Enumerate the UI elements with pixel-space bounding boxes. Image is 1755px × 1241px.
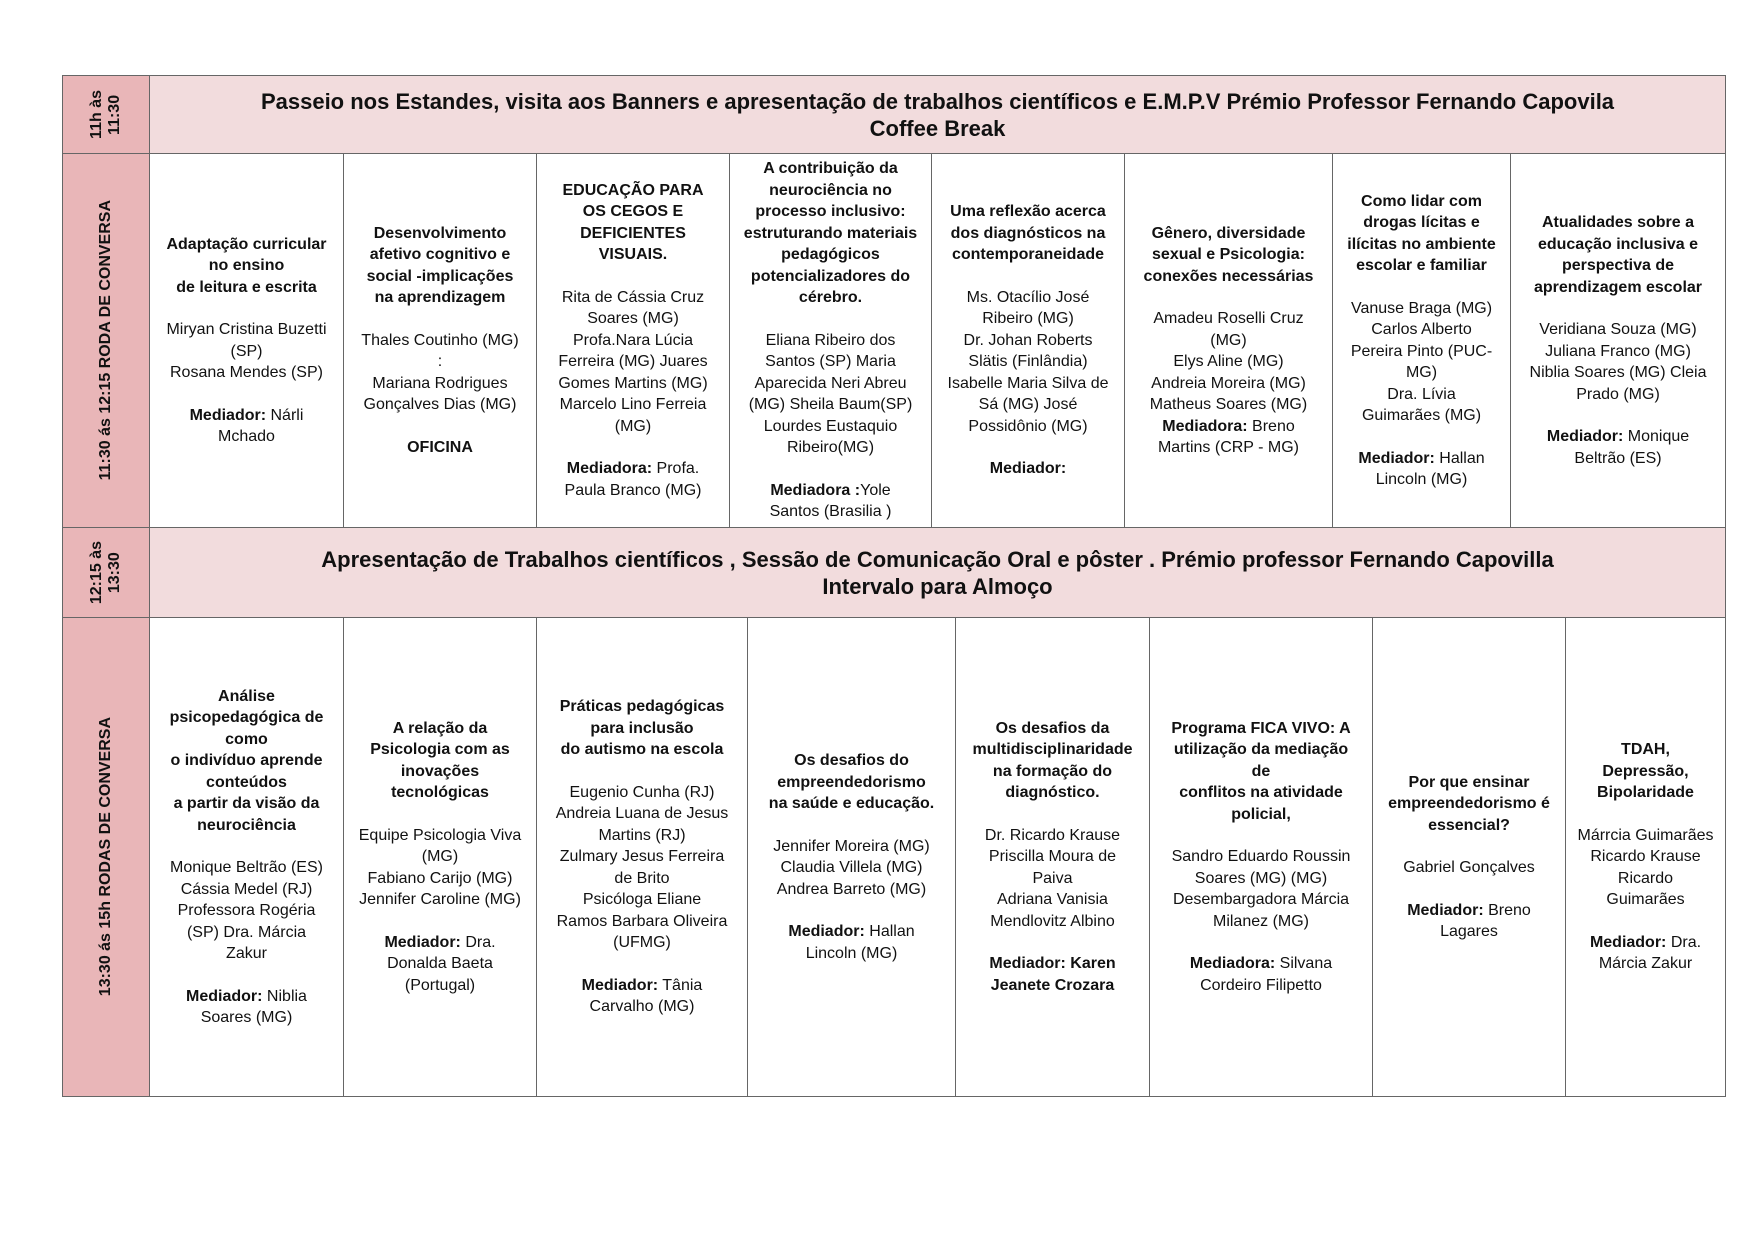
session-title: A contribuição da neurociência no processo inclusivo: estruturando materiais pedagógicos potencializadores do cérebro. (743, 160, 918, 307)
session-mediator: Mediador: Nárli Mchado (189, 406, 304, 445)
band-banner (150, 76, 1725, 153)
session-title: Adaptação curricular no ensino de leitura e escrita (166, 235, 327, 296)
session-cell (1510, 154, 1725, 527)
session-speakers: Sandro Eduardo Roussin Soares (MG) (MG) Desembargadora Márcia Milanez (MG) (1171, 848, 1351, 930)
session-title: Como lidar com drogas lícitas e ilícitas no ambiente escolar e familiar (1347, 192, 1496, 274)
session-mediator: Mediador: Hallan Lincoln (MG) (788, 923, 915, 962)
session-mediator: Mediador: Dra. Donalda Baeta (Portugal) (384, 933, 496, 994)
session-cell (1372, 618, 1565, 1096)
time-label: 11h às 11:30 (88, 90, 123, 139)
session-mediator: Mediadora :Yole Santos (Brasilia ) (769, 481, 892, 521)
session-title: Uma reflexão acerca dos diagnósticos na contemporaneidade (950, 203, 1106, 264)
session-mediator: Mediador: (989, 460, 1067, 478)
session-speakers: Eugenio Cunha (RJ) Andreia Luana de Jesus Martins (RJ) Zulmary Jesus Ferreira de Brito Psicóloga Eliane Ramos Barbara Oliveira (UFMG) (555, 783, 729, 952)
session-speakers: Monique Beltrão (ES) Cássia Medel (RJ) Professora Rogéria (SP) Dra. Márcia Zakur (170, 859, 323, 962)
session-cell (1149, 618, 1372, 1096)
session-speakers: Veridiana Souza (MG) Juliana Franco (MG) Niblia Soares (MG) Cleia Prado (MG) (1529, 321, 1707, 403)
session-speakers: Eliana Ribeiro dos Santos (SP) Maria Aparecida Neri Abreu (MG) Sheila Baum(SP) Lourdes Eustaquio Ribeiro(MG) (748, 331, 913, 457)
session-title: Os desafios da multidisciplinaridade na formação do diagnóstico. (972, 719, 1133, 802)
time-label: 11:30 ás 12:15 RODA DE CONVERSA (97, 200, 114, 481)
session-mediator: Mediador: Tânia Carvalho (MG) (581, 976, 703, 1016)
time-label: 12:15 às 13:30 (88, 540, 123, 605)
schedule-row-roda-1 (62, 154, 1726, 528)
band-title: Apresentação de Trabalhos científicos , Sessão de Comunicação Oral e pôster . Prémio professor Fernando Capovilla (321, 546, 1554, 572)
session-mediator: Mediadora: Breno Martins (CRP - MG) (1157, 417, 1300, 456)
session-title: Atualidades sobre a educação inclusiva e perspectiva de aprendizagem escolar (1533, 214, 1703, 296)
session-cell (729, 154, 931, 527)
band-subtitle: Intervalo para Almoço (822, 573, 1053, 599)
session-cell (1565, 618, 1725, 1096)
time-slot (63, 154, 150, 527)
session-cell (536, 154, 729, 527)
session-speakers: Vanuse Braga (MG) Carlos Alberto Pereira Pinto (PUC- MG) Dra. Lívia Guimarães (MG) (1350, 299, 1493, 424)
session-cell (150, 618, 343, 1096)
session-speakers: Jennifer Moreira (MG) Claudia Villela (MG) Andrea Barreto (MG) (773, 837, 930, 898)
session-title: TDAH, Depressão, Bipolaridade (1597, 741, 1694, 802)
session-mediator: Mediador: Monique Beltrão (ES) (1546, 428, 1690, 467)
session-title: Por que ensinar empreendedorismo é essencial? (1388, 773, 1550, 834)
session-mediator: Mediador: Karen Jeanete Crozara (989, 955, 1116, 994)
session-cell (1124, 154, 1332, 527)
session-title: Programa FICA VIVO: A utilização da mediação de conflitos na atividade policial, (1171, 719, 1351, 823)
session-speakers: Amadeu Roselli Cruz (MG) Elys Aline (MG) Andreia Moreira (MG) Matheus Soares (MG) (1149, 310, 1308, 413)
session-cell (747, 618, 955, 1096)
session-mediator: Mediador: Hallan Lincoln (MG) (1358, 449, 1485, 488)
session-speakers: Ms. Otacílio José Ribeiro (MG) Dr. Johan Roberts Slätis (Finlândia) Isabelle Maria Silva de Sá (MG) José Possidônio (MG) (947, 288, 1109, 435)
session-mediator: Mediadora: Silvana Cordeiro Filipetto (1189, 955, 1333, 994)
session-speakers: Rita de Cássia Cruz Soares (MG) Profa.Nara Lúcia Ferreira (MG) Juares Gomes Martins (MG) Marcelo Lino Ferreia (MG) (558, 288, 708, 435)
session-mediator: Mediador: Dra. Márcia Zakur (1589, 933, 1702, 973)
session-cell (536, 618, 747, 1096)
time-label: 13:30 ás 15h RODAS DE CONVERSA (97, 717, 114, 997)
band-title: Passeio nos Estandes, visita aos Banners e apresentação de trabalhos científicos e E.M.P.V Prémio Professor Fernando Capovila (260, 88, 1615, 114)
session-mediator: Mediador: Breno Lagares (1407, 901, 1531, 940)
session-cell (1332, 154, 1510, 527)
session-title: Desenvolvimento afetivo cognitivo e social -implicações na aprendizagem (366, 224, 514, 307)
session-cell (343, 154, 536, 527)
session-title: A relação da Psicologia com as inovações tecnológicas (370, 719, 510, 802)
band-subtitle: Coffee Break (869, 115, 1006, 141)
session-cell (150, 154, 343, 527)
session-speakers: Márrcia Guimarães Ricardo Krause Ricardo Guimarães (1577, 826, 1714, 909)
time-slot (63, 528, 150, 617)
session-speakers: Thales Coutinho (MG) : Mariana Rodrigues Gonçalves Dias (MG) (361, 331, 519, 414)
session-title: Análise psicopedagógica de como o indivíduo aprende conteúdos a partir da visão da neurociência (169, 687, 324, 834)
session-grid (150, 154, 1725, 527)
session-speakers: Miryan Cristina Buzetti (SP) Rosana Mendes (SP) (166, 321, 327, 381)
session-title: Práticas pedagógicas para inclusão do autismo na escola (559, 698, 725, 759)
schedule-table (62, 75, 1726, 1097)
session-mediator: Mediadora: Profa. Paula Branco (MG) (564, 460, 702, 499)
session-mediator: Mediador: Niblia Soares (MG) (186, 987, 307, 1026)
session-cell (931, 154, 1124, 527)
session-speakers: Equipe Psicologia Viva (MG) Fabiano Carijo (MG) Jennifer Caroline (MG) (358, 826, 522, 909)
schedule-row-lunch (62, 528, 1726, 618)
band-banner (150, 528, 1725, 617)
session-format: OFICINA (407, 438, 473, 456)
schedule-row-roda-2 (62, 618, 1726, 1097)
schedule-row-coffee-break (62, 75, 1726, 154)
session-speakers: Gabriel Gonçalves (1403, 859, 1535, 876)
session-grid (150, 618, 1725, 1096)
time-slot (63, 618, 150, 1096)
session-title: Gênero, diversidade sexual e Psicologia: conexões necessárias (1143, 224, 1314, 285)
time-slot (63, 76, 150, 153)
session-cell (343, 618, 536, 1096)
session-title: Os desafios do empreendedorismo na saúde e educação. (768, 752, 935, 812)
session-speakers: Dr. Ricardo Krause Priscilla Moura de Paiva Adriana Vanisia Mendlovitz Albino (984, 826, 1121, 930)
session-cell (955, 618, 1149, 1096)
session-title: EDUCAÇÃO PARA OS CEGOS E DEFICIENTES VISUAIS. (562, 181, 704, 264)
